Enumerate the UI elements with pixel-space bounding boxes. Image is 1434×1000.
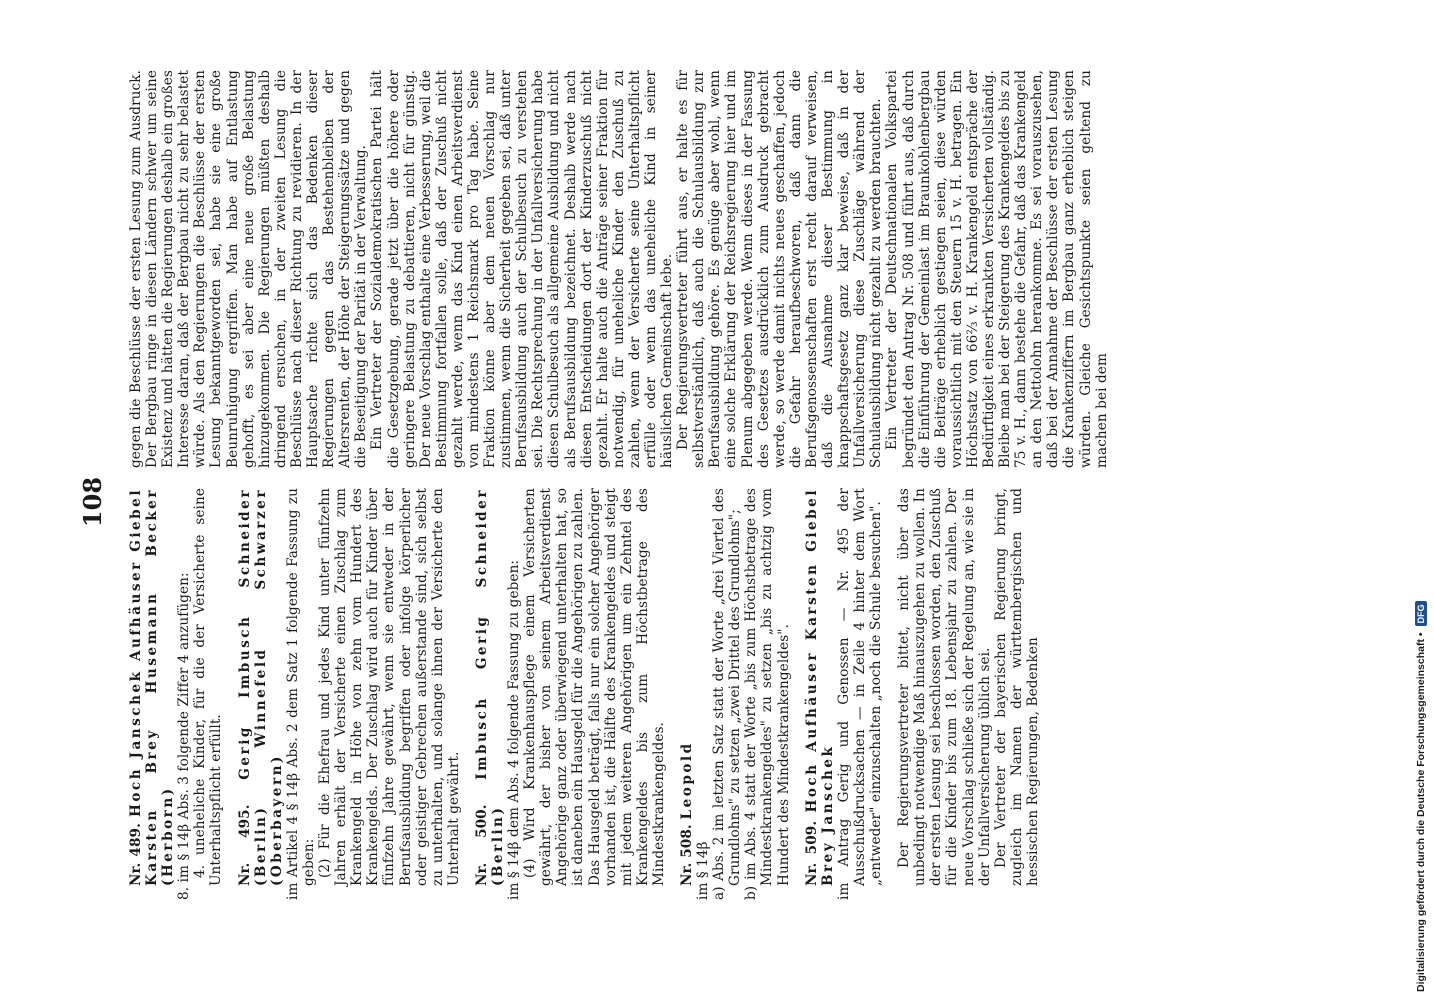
- motion-signatories: Hoch Aufhäuser Karsten Giebel Brey Janschek: [803, 488, 836, 886]
- paragraph-deutschnationale: Ein Vertreter der Deutschnationalen Volkspartei begründet den Antrag Nr. 508 und führt aus, daß durch die Einführung der Gemeinlast im Braunkohlenbergbau die Beiträge erheblich gestiegen seien, diese würden voraussichtlich mit den Steuern 15 v. H. betragen. Ein Höchstsatz von 66⅔ v. H. Krankengeld entspräche der Bedürftigkeit eines erkrankten Versicherten vollständig. Bleibe man bei der Steigerung des Krankengeldes bis zu 75 v. H., dann bestehe die Gefahr, daß das Krankengeld an den Nettolohn herankomme. Es sei vorauszusehen, daß bei der Annahme der Beschlüsse der ersten Lesung die Krankenziffern im Bergbau ganz erheblich steigen würden. Gleiche Gesichtspunkte seien geltend zu machen bei dem: [884, 70, 1110, 468]
- digitization-credit-text: Digitalisierung gefördert durch die Deutsche Forschungsgemeinschaft •: [1415, 632, 1427, 992]
- motion-number: Nr. 500.: [473, 804, 490, 886]
- motion-500-header: [474, 488, 506, 886]
- motion-509-text: im Antrag Gerig und Genossen — Nr. 495 der Ausschußdrucksachen — in Zeile 4 hinter dem Wort „entweder" einzuschalten „noch die Schule besuchen".: [835, 488, 885, 900]
- dfg-logo: DFG: [1415, 601, 1427, 626]
- motion-508-item-b: b) im Abs. 4 statt der Worte „bis zum Höchstbetrage des Mindestkrankengeldes" zu setzen „bis zu achtzig vom Hundert des Mindestkrankengeldes".: [743, 488, 792, 900]
- motion-509: [803, 488, 885, 900]
- motion-500: [473, 488, 667, 900]
- motion-509-header: [804, 488, 836, 886]
- motion-number: Nr. 489.: [128, 823, 144, 886]
- motion-489-header: [128, 488, 176, 886]
- motion-number: Nr. 495.: [236, 804, 253, 886]
- motion-508-intro: im § 14β: [695, 841, 712, 900]
- paragraph-sozialdemokraten: Ein Vertreter der Sozialdemokratischen Partei hält die Gesetzgebung, gerade jetzt über die höhere oder geringere Belastung zu debattieren, nicht für günstig. Der neue Vorschlag enthalte eine Verbesserung, weil die Bestimmung fortfallen solle, daß der Zuschuß nicht gezahlt werde, wenn das Kind einen Arbeitsverdienst von mindestens 1 Reichsmark pro Tag habe. Seine Fraktion könne aber dem neuen Vorschlag nur zustimmen, wenn die Sicherheit gegeben sei, daß unter Berufsausbildung auch der Schulbesuch zu verstehen sei. Die Rechtsprechung in der Unfallversicherung habe diesen Schulbesuch als allgemeine Ausbildung und nicht als Berufsausbildung bezeichnet. Deshalb werde nach diesen Entscheidungen dort der Kinderzuschuß nicht gezahlt. Er halte auch die Anträge seiner Fraktion für notwendig, für uneheliche Kinder den Zuschuß zu zahlen, wenn der Versicherte seine Unterhaltspflicht erfülle oder wenn das uneheliche Kind in seiner häuslichen Gemeinschaft lebe.: [369, 70, 676, 468]
- paragraph-regierungsvertreter-2: Der Regierungsvertreter führt aus, er halte es für selbstverständlich, daß auch die Schulausbildung zur Berufsausbildung gehöre. Es genüge aber wohl, wenn eine solche Erklärung der Reichsregierung hier und im Plenum abgegeben werde. Wenn dieses in der Fassung des Gesetzes ausdrücklich zum Ausdruck gebracht werde, so werde damit nichts neues geschaffen, jedoch die Gefahr heraufbeschworen, daß dann die Berufsgenossenschaften erst recht darauf verweisen, daß die Ausnahme dieser Bestimmung in knappschaftsgesetz ganz klar beweise, daß in der Unfallversicherung diese Zuschläge während der Schulausbildung nicht gezahlt zu werden brauchten.: [675, 70, 885, 468]
- digitization-credit-strip: [1408, 0, 1434, 1000]
- motion-489-line-2: 4. uneheliche Kinder, für die der Versicherte seine Unterhaltspflicht erfüllt.: [192, 488, 225, 886]
- paragraph-bayerische-regierung: Der Vertreter der bayerischen Regierung bringt, zugleich im Namen der württembergischen und hessischen Regierungen, Bedenken: [992, 488, 1041, 886]
- page-number: 108: [78, 476, 107, 528]
- paragraph-regierungsvertreter: Der Regierungsvertreter bittet, nicht über das unbedingt notwendige Maß hinauszugehen zu wollen. In der ersten Lesung sei beschlossen worden, den Zuschuß für die Kinder bis zum 18. Lebensjahr zu zahlen. Der neue Vorschlag schließe sich der Regelung an, wie sie in der Unfallversicherung üblich sei.: [896, 488, 993, 886]
- motion-number: Nr. 509.: [803, 820, 820, 886]
- motion-508-header: [679, 488, 695, 886]
- motion-495-header: [237, 488, 285, 886]
- motion-signatories: Imbusch Gerig Schneider (Berlin): [473, 488, 506, 886]
- motion-signatories: Leopold: [679, 741, 695, 820]
- motion-508: [679, 488, 792, 900]
- motion-500-text: (4) Wird Krankenhauspflege einem Versicherten gewährt, der bisher von seinem Arbeitsverdienst Angehörige ganz oder überwiegend unterhalten hat, so ist daneben ein Hausgeld für die Angehörigen zu zahlen. Das Hausgeld beträgt, falls nur ein solcher Angehöriger vorhanden ist, die Hälfte des Krankengeldes und steigt mit jedem weiteren Angehörigen um ein Zehntel des Krankengeldes bis zum Höchstbetrage des Mindestkrankengeldes.: [522, 488, 667, 886]
- motion-signatories: Hoch Janschek Aufhäuser Giebel Karsten Brey Husemann Becker (Herborn): [128, 488, 177, 886]
- paragraph-continuation: gegen die Beschlüsse der ersten Lesung zum Ausdruck. Der Bergbau ringe in diesen Ländern schwer um seine Existenz und hätten die Regierungen deshalb ein großes Interesse daran, daß der Bergbau nicht zu sehr belastet würde. Als den Regierungen die Beschlüsse der ersten Lesung bekanntgeworden sei, habe sie eine große Beunruhigung ergriffen. Man habe auf Entlastung gehofft, es sei aber eine neue große Belastung hinzugekommen. Die Regierungen müßten deshalb dringend ersuchen, in der zweiten Lesung die Beschlüsse nach dieser Richtung zu revidieren. In der Hauptsache richte sich das Bedenken dieser Regierungen gegen das Bestehenbleiben der Altersrenten, der Höhe der Steigerungssätze und gegen die Beseitigung der Parität in der Verwaltung.: [128, 70, 370, 468]
- motion-489-line-1: 8. im § 14β Abs. 3 folgende Ziffer 4 anzufügen:: [176, 572, 193, 900]
- motion-500-intro: im § 14β dem Abs. 4 folgende Fassung zu geben:: [506, 559, 523, 900]
- right-column: [128, 70, 1110, 468]
- digitization-credit: [1408, 0, 1434, 1000]
- motion-489: [128, 488, 225, 900]
- motion-number: Nr. 508.: [679, 824, 695, 886]
- motion-495-intro: im Artikel 4 § 14β Abs. 2 dem Satz 1 folgende Fassung zu geben:: [284, 488, 317, 900]
- motion-signatories: Gerig Imbusch Schneider (Berlin) Winnefeld Schwarzer (Oberbayern): [236, 488, 285, 886]
- left-column: [128, 488, 1041, 900]
- motion-495-text: (2) Für die Ehefrau und jedes Kind unter fünfzehn Jahren erhält der Versicherte einen Zuschlag zum Krankengeld in Höhe von zehn vom Hundert des Krankengelds. Der Zuschlag wird auch für Kinder über fünfzehn Jahre gewährt, wenn sie entweder in der Berufsausbildung begriffen oder infolge körperlicher oder geistiger Gebrechen außerstande sind, sich selbst zu unterhalten, und solange ihnen der Versicherte den Unterhalt gewährt.: [317, 488, 462, 886]
- motion-495: [236, 488, 462, 900]
- motion-508-item-a: a) Abs. 2 im letzten Satz statt der Worte „drei Viertel des Grundlohns" zu setzen „zwei Drittel des Grundlohns";: [711, 488, 744, 900]
